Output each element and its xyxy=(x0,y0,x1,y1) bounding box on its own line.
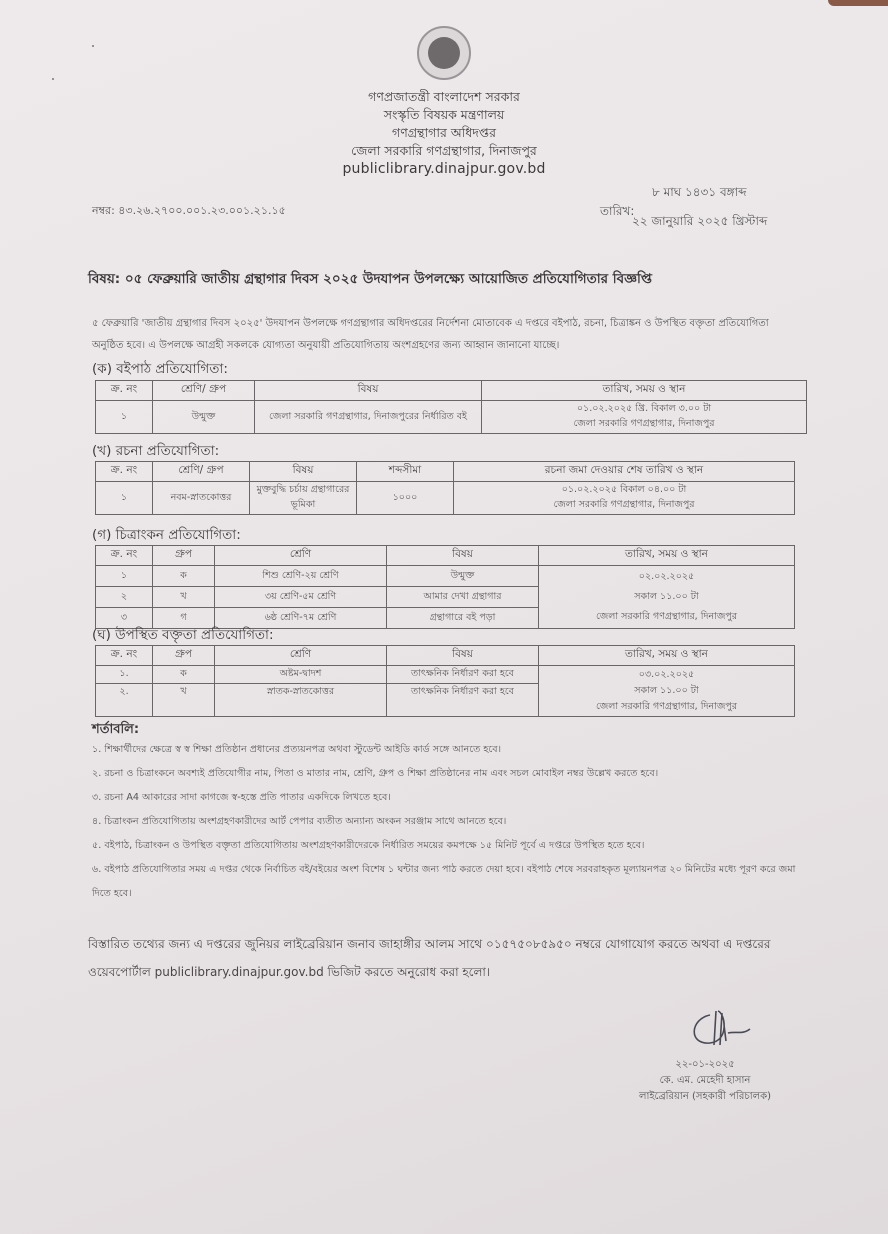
speech-competition-table xyxy=(95,645,795,717)
cell-line: জেলা সরকারি গণগ্রন্থাগার, দিনাজপুর xyxy=(595,611,738,622)
col-header: তারিখ, সময় ও স্থান xyxy=(482,381,807,401)
table-header-row xyxy=(96,646,795,666)
table-header-row xyxy=(96,546,795,566)
term-item: ৬. বইপাঠ প্রতিযোগিতার সময় এ দপ্তর থেকে নির্বাচিত বই/বইয়ের অংশ বিশেষ ১ ঘন্টার জন্য পাঠ করতে দেয়া হবে। বইপাঠ শেষে সরবরাহকৃত মূল্যায়নপত্র ২০ মিনিটের মধ্যে পূরণ করে জমা দিতে হবে। xyxy=(92,864,796,899)
cell: ক xyxy=(153,666,215,684)
col-header: ক্র. নং xyxy=(96,381,153,401)
contact-paragraph: বিস্তারিত তথ্যের জন্য এ দপ্তরের জুনিয়র লাইব্রেরিয়ান জনাব জাহাঙ্গীর আলম সাথে ০১৫৭৫০৮৫৯৫০ নম্বরে যোগাযোগ করতে অথবা এ দপ্তরের ওয়েবপোর্টাল publiclibrary.dinajpur.gov.bd ভিজিট করতে অনুরোধ করা হলো। xyxy=(88,937,771,979)
cell: তাৎক্ষনিক নির্ধারণ করা হবে xyxy=(387,684,539,717)
cell xyxy=(539,666,795,717)
cell: স্নাতক-স্নাতকোত্তর xyxy=(215,684,387,717)
table-row xyxy=(96,401,807,434)
cell: নবম-স্নাতকোত্তর xyxy=(153,482,250,515)
cell: শিশু শ্রেণি-২য় শ্রেণি xyxy=(215,566,387,587)
cell-line: সকাল ১১.০০ টা xyxy=(634,591,699,602)
term-item: ৪. চিত্রাংকন প্রতিযোগিতায় অংশগ্রহণকারীদের আর্ট পেপার ব্যতীত অন্যান্য অংকন সরঞ্জাম সাথে আনতে হবে। xyxy=(92,816,507,827)
cell: খ xyxy=(153,587,215,608)
section-title-drawing: (গ) চিত্রাংকন প্রতিযোগিতা: xyxy=(92,527,241,543)
cell: ১০০০ xyxy=(357,482,454,515)
memo-number: নম্বর: ৪৩.২৬.২৭০০.০০১.২৩.০০১.২১.১৫ xyxy=(92,204,286,217)
drawing-competition-table xyxy=(95,545,795,629)
cell-line: ০১.০২.২০২৫ বিকাল ০৪.০০ টা xyxy=(561,484,687,495)
col-header: বিষয় xyxy=(387,646,539,666)
cell: মুক্তবুদ্ধি চর্চায় গ্রন্থাগারের ভূমিকা xyxy=(250,482,357,515)
cell-line: ০১.০২.২০২৫ খ্রি. বিকাল ৩.০০ টা xyxy=(576,403,712,414)
col-header: ক্র. নং xyxy=(96,546,153,566)
cell: উন্মুক্ত xyxy=(387,566,539,587)
cell: ৩য় শ্রেণি-৫ম শ্রেণি xyxy=(215,587,387,608)
cell: ৩ xyxy=(96,608,153,629)
col-header: বিষয় xyxy=(255,381,482,401)
cell-line: ০৩.০২.২০২৫ xyxy=(638,669,695,680)
term-item: ১. শিক্ষার্থীদের ক্ষেত্রে স্ব স্ব শিক্ষা প্রতিষ্ঠান প্রধানের প্রত্যয়নপত্র অথবা স্টুডেন্ট আইডি কার্ড সঙ্গে আনতে হবে। xyxy=(92,744,502,755)
essay-competition-table xyxy=(95,461,795,515)
col-header: রচনা জমা দেওয়ার শেষ তারিখ ও স্থান xyxy=(454,462,795,482)
col-header: ক্র. নং xyxy=(96,462,153,482)
cell: ১ xyxy=(96,401,153,434)
col-header: বিষয় xyxy=(387,546,539,566)
cell-line: ০২.০২.২০২৫ xyxy=(638,571,695,582)
cell: উন্মুক্ত xyxy=(153,401,255,434)
cell: ১ xyxy=(96,566,153,587)
date-bangla: ৮ মাঘ ১৪৩১ বঙ্গাব্দ xyxy=(652,185,747,199)
letterhead-url: publiclibrary.dinajpur.gov.bd xyxy=(342,161,546,177)
signature-icon xyxy=(680,1005,770,1053)
term-item: ২. রচনা ও চিত্রাংকনে অবশ্যই প্রতিযোগীর নাম, পিতা ও মাতার নাম, শ্রেণি, গ্রুপ ও শিক্ষা প্রতিষ্ঠানের নাম এবং সচল মোবাইল নম্বর উল্লেখ করতে হবে। xyxy=(92,768,659,779)
col-header: শব্দসীমা xyxy=(357,462,454,482)
cell: ৬ষ্ঠ শ্রেণি-৭ম শ্রেণি xyxy=(215,608,387,629)
table-row xyxy=(96,566,795,587)
cell: ক xyxy=(153,566,215,587)
date-label: তারিখ: xyxy=(600,204,635,218)
table-header-row xyxy=(96,462,795,482)
letterhead-line: গণগ্রন্থাগার অধিদপ্তর xyxy=(392,125,496,140)
letterhead-line: সংস্কৃতি বিষয়ক মন্ত্রণালয় xyxy=(383,107,505,122)
cell xyxy=(482,401,807,434)
cell: তাৎক্ষনিক নির্ধারণ করা হবে xyxy=(387,666,539,684)
cell-line: জেলা সরকারি গণগ্রন্থাগার, দিনাজপুর xyxy=(595,701,738,712)
cell: খ xyxy=(153,684,215,717)
date-gregorian: ২২ জানুয়ারি ২০২৫ খ্রিস্টাব্দ xyxy=(632,214,768,228)
letterhead-line: গণপ্রজাতন্ত্রী বাংলাদেশ সরকার xyxy=(368,89,520,104)
reading-competition-table xyxy=(95,380,807,434)
col-header: গ্রুপ xyxy=(153,546,215,566)
cell: গ xyxy=(153,608,215,629)
col-header: ক্র. নং xyxy=(96,646,153,666)
cell: অষ্টম-দ্বাদশ xyxy=(215,666,387,684)
col-header: বিষয় xyxy=(250,462,357,482)
terms-title: শর্তাবলি: xyxy=(92,722,140,737)
table-row xyxy=(96,666,795,684)
col-header: শ্রেণি/ গ্রুপ xyxy=(153,381,255,401)
cell: জেলা সরকারি গণগ্রন্থাগার, দিনাজপুরের নির্ধারিত বই xyxy=(255,401,482,434)
cell-line: জেলা সরকারি গণগ্রন্থাগার, দিনাজপুর xyxy=(573,418,715,429)
term-item: ৫. বইপাঠ, চিত্রাংকন ও উপস্থিত বক্তৃতা প্রতিযোগিতায় অংশগ্রহণকারীদেরকে নির্ধারিত সময়ের কমপক্ষে ১৫ মিনিট পূর্বে এ দপ্তরে উপস্থিত হতে হবে। xyxy=(92,840,645,851)
signatory-designation: লাইব্রেরিয়ান (সহকারী পরিচালক) xyxy=(639,1091,771,1102)
subject-line: বিষয়: ০৫ ফেব্রুয়ারি জাতীয় গ্রন্থাগার দিবস ২০২৫ উদযাপন উপলক্ষ্যে আয়োজিত প্রতিযোগিতার বিজ্ঞপ্তি xyxy=(88,271,652,287)
cell: ১. xyxy=(96,666,153,684)
cell xyxy=(539,566,795,629)
cell-line: সকাল ১১.০০ টা xyxy=(634,685,699,696)
col-header: শ্রেণি xyxy=(215,646,387,666)
table-row xyxy=(96,482,795,515)
letterhead-line: জেলা সরকারি গণগ্রন্থাগার, দিনাজপুর xyxy=(351,143,537,158)
cell xyxy=(454,482,795,515)
letterhead xyxy=(0,26,888,178)
government-seal-icon xyxy=(417,26,471,80)
cell: গ্রন্থাগারে বই পড়া xyxy=(387,608,539,629)
signature-block xyxy=(600,1005,810,1105)
section-title-speech: (ঘ) উপস্থিত বক্তৃতা প্রতিযোগিতা: xyxy=(92,627,274,643)
cell: ২. xyxy=(96,684,153,717)
photo-edge xyxy=(828,0,888,6)
col-header: গ্রুপ xyxy=(153,646,215,666)
signatory-name: কে. এম. মেহেদী হাসান xyxy=(659,1075,751,1086)
col-header: তারিখ, সময় ও স্থান xyxy=(539,546,795,566)
section-title-essay: (খ) রচনা প্রতিযোগিতা: xyxy=(92,443,220,459)
cell: আমার দেখা গ্রন্থাগার xyxy=(387,587,539,608)
cell: ২ xyxy=(96,587,153,608)
cell-line: জেলা সরকারি গণগ্রন্থাগার, দিনাজপুর xyxy=(553,499,695,510)
term-item: ৩. রচনা A4 আকারের সাদা কাগজে স্ব-হস্তে প্রতি পাতার একদিকে লিখতে হবে। xyxy=(92,792,391,803)
section-title-reading: (ক) বইপাঠ প্রতিযোগিতা: xyxy=(92,361,228,377)
col-header: শ্রেণি/ গ্রুপ xyxy=(153,462,250,482)
intro-paragraph: ৫ ফেব্রুয়ারি 'জাতীয় গ্রন্থাগার দিবস ২০২৫' উদযাপন উপলক্ষে গণগ্রন্থাগার অধিদপ্তরের নির্দেশনা মোতাবেক এ দপ্তরে বইপাঠ, রচনা, চিত্রাঙ্কন ও উপস্থিত বক্তৃতা প্রতিযোগিতা অনুষ্ঠিত হবে। এ উপলক্ষে আগ্রহী সকলকে যোগ্যতা অনুযায়ী প্রতিযোগিতায় অংশগ্রহণের জন্য আহ্বান জানানো যাচ্ছে। xyxy=(92,318,769,351)
col-header: শ্রেণি xyxy=(215,546,387,566)
table-header-row xyxy=(96,381,807,401)
col-header: তারিখ, সময় ও স্থান xyxy=(539,646,795,666)
signature-date: ২২-০১-২০২৫ xyxy=(675,1059,735,1070)
cell: ১ xyxy=(96,482,153,515)
